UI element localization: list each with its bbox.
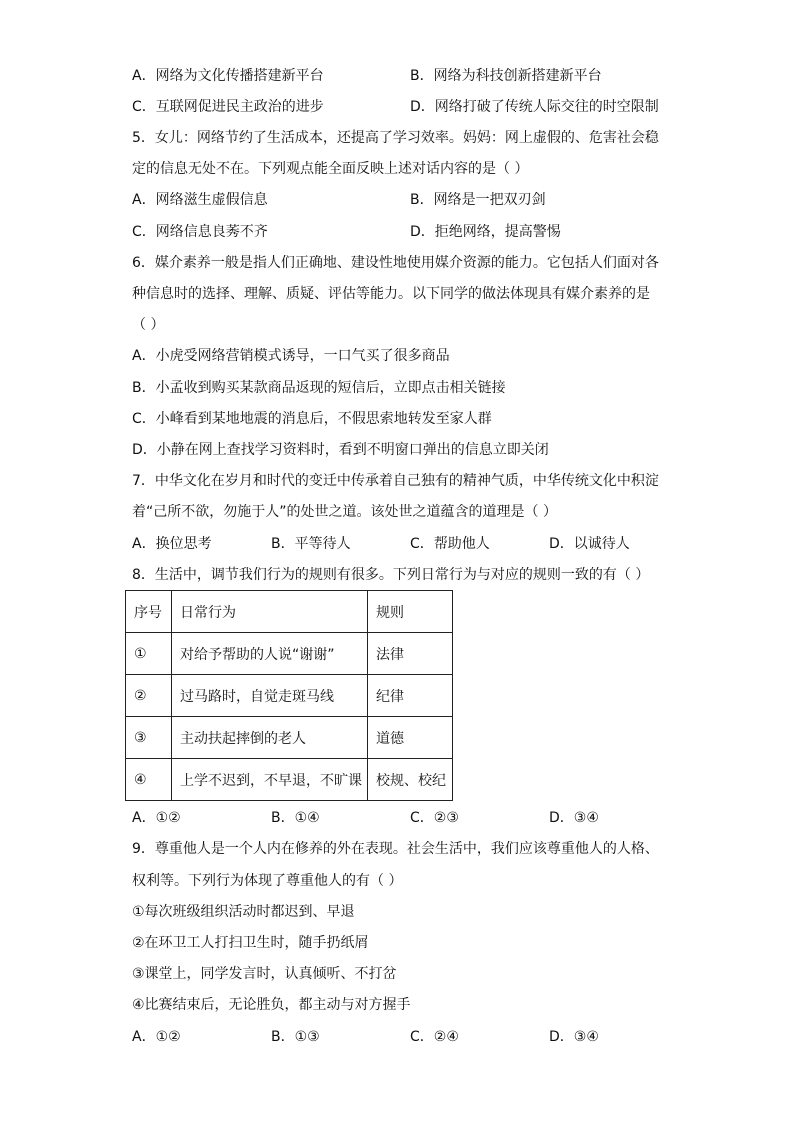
q6-stem-line1: 6．媒介素养一般是指人们正确地、建设性地使用媒介资源的能力。它包括人们面对各 <box>132 255 659 271</box>
table-cell: ③ <box>126 717 172 759</box>
q5-option-d: D．拒绝网络，提高警惕 <box>410 224 561 240</box>
table-header-cell: 规则 <box>368 591 453 633</box>
q8-stem-line1: 8．生活中，调节我们行为的规则有很多。下列日常行为与对应的规则一致的有（ ） <box>132 567 650 583</box>
table-cell: ④ <box>126 759 172 801</box>
q5-option-c: C．网络信息良莠不齐 <box>132 224 268 240</box>
q9-option-c: C．②④ <box>410 1029 459 1045</box>
q9-statement-4: ④比赛结束后，无论胜负，都主动与对方握手 <box>132 997 411 1013</box>
q9-stem-line2: 权利等。下列行为体现了尊重他人的有（ ） <box>132 873 403 889</box>
q4-option-a: A．网络为文化传播搭建新平台 <box>132 68 324 84</box>
q8-option-a: A．①② <box>132 810 181 826</box>
q7-option-c: C．帮助他人 <box>410 536 490 552</box>
q6-stem-line2: 种信息时的选择、理解、质疑、评估等能力。以下同学的做法体现具有媒介素养的是 <box>132 286 650 302</box>
q9-stem-line1: 9．尊重他人是一个人内在修养的外在表现。社会生活中，我们应该尊重他人的人格、 <box>132 841 659 857</box>
q9-statement-3: ③课堂上，同学发言时，认真倾听、不打岔 <box>132 966 397 982</box>
q9-option-a: A．①② <box>132 1029 181 1045</box>
q6-option-d: D．小静在网上查找学习资料时，看到不明窗口弹出的信息立即关闭 <box>132 442 549 458</box>
q9-statement-1: ①每次班级组织活动时都迟到、早退 <box>132 904 355 920</box>
table-cell: 对给予帮助的人说“谢谢” <box>172 633 368 675</box>
q5-option-a: A．网络滋生虚假信息 <box>132 192 268 208</box>
table-cell: 纪律 <box>368 675 453 717</box>
table-header-row <box>126 591 453 633</box>
q8-option-c: C．②③ <box>410 810 459 826</box>
q7-option-b: B．平等待人 <box>271 536 351 552</box>
table-cell: 过马路时，自觉走斑马线 <box>172 675 368 717</box>
q6-option-a: A．小虎受网络营销模式诱导，一口气买了很多商品 <box>132 348 450 364</box>
q4-option-c: C．互联网促进民主政治的进步 <box>132 99 324 115</box>
q6-option-c: C．小峰看到某地地震的消息后，不假思索地转发至家人群 <box>132 411 492 427</box>
q8-option-b: B．①④ <box>271 810 320 826</box>
table-row <box>126 717 453 759</box>
table-cell: 主动扶起摔倒的老人 <box>172 717 368 759</box>
q8-option-d: D．③④ <box>549 810 599 826</box>
table-row <box>126 633 453 675</box>
q5-option-b: B．网络是一把双刃剑 <box>410 192 546 208</box>
q7-stem-line2: 着“己所不欲，勿施于人”的处世之道。该处世之道蕴含的道理是（ ） <box>132 504 557 520</box>
q7-option-a: A．换位思考 <box>132 536 212 552</box>
q9-statement-2: ②在环卫工人打扫卫生时，随手扔纸屑 <box>132 935 369 951</box>
q5-stem-line1: 5．女儿：网络节约了生活成本，还提高了学习效率。妈妈：网上虚假的、危害社会稳 <box>132 130 659 146</box>
q7-stem-line1: 7．中华文化在岁月和时代的变迁中传承着自己独有的精神气质，中华传统文化中积淀 <box>132 473 659 489</box>
q7-option-d: D．以诚待人 <box>549 536 630 552</box>
q6-option-b: B．小孟收到购买某款商品返现的短信后，立即点击相关链接 <box>132 380 506 396</box>
table-cell: ① <box>126 633 172 675</box>
table-cell: 法律 <box>368 633 453 675</box>
table-header-cell: 序号 <box>126 591 172 633</box>
q9-option-d: D．③④ <box>549 1029 599 1045</box>
table-cell: 上学不迟到，不早退，不旷课 <box>172 759 368 801</box>
rules-table <box>125 590 453 801</box>
table-cell: 道德 <box>368 717 453 759</box>
table-cell: 校规、校纪 <box>368 759 453 801</box>
table-row <box>126 759 453 801</box>
q5-stem-line2: 定的信息无处不在。下列观点能全面反映上述对话内容的是（ ） <box>132 161 529 177</box>
table-row <box>126 675 453 717</box>
table-cell: ② <box>126 675 172 717</box>
q9-option-b: B．①③ <box>271 1029 320 1045</box>
table-header-cell: 日常行为 <box>172 591 368 633</box>
q4-option-b: B．网络为科技创新搭建新平台 <box>410 68 602 84</box>
q4-option-d: D．网络打破了传统人际交往的时空限制 <box>410 99 659 115</box>
q6-stem-line3: （ ） <box>132 317 165 333</box>
